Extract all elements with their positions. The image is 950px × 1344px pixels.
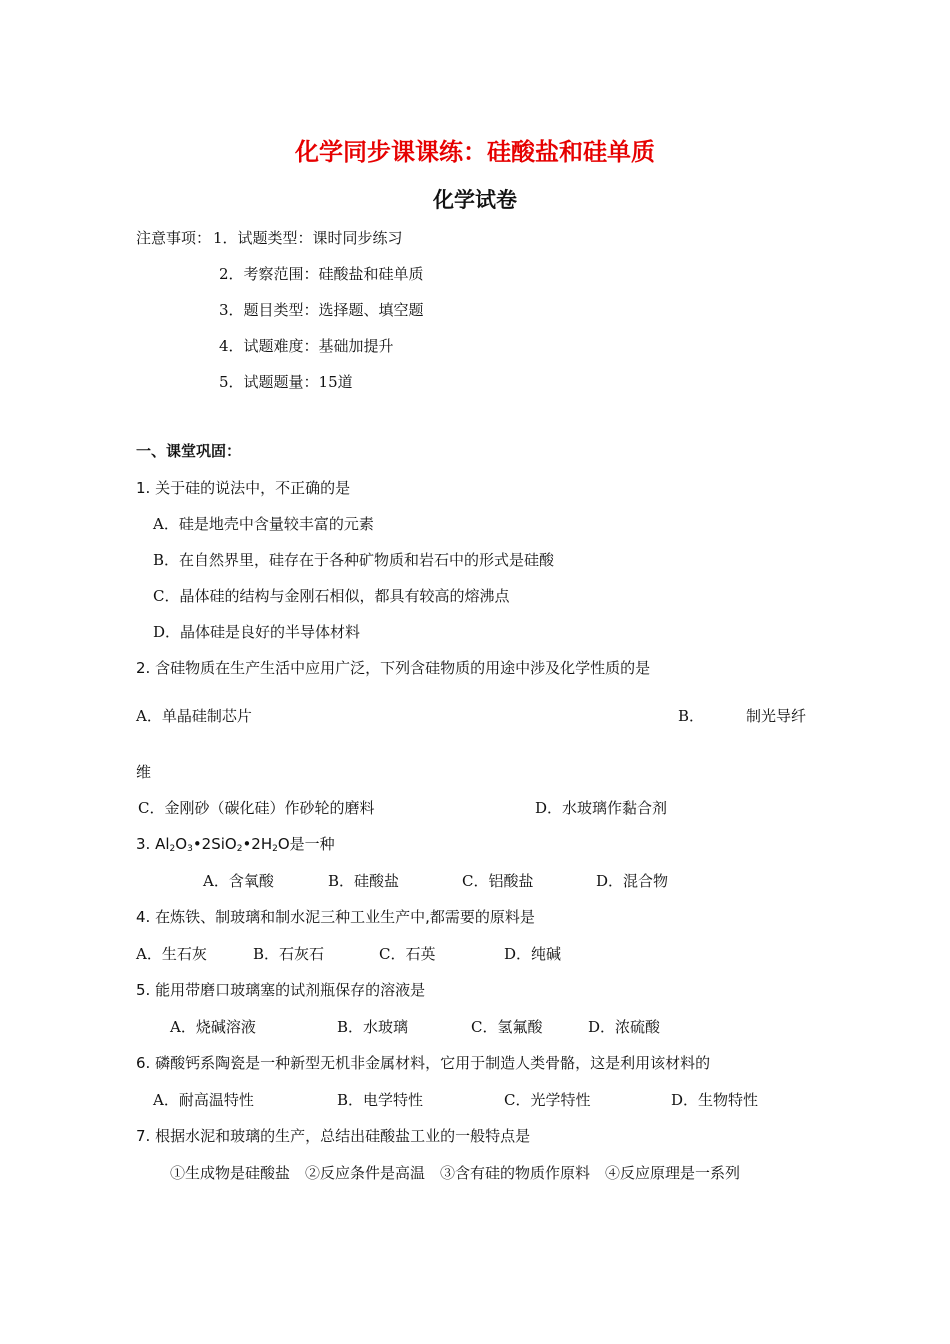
- note-item: 3．题目类型：选择题、填空题: [219, 301, 424, 319]
- note-item: 4．试题难度：基础加提升: [219, 337, 394, 355]
- question-stem: 1. 关于硅的说法中，不正确的是: [136, 479, 351, 497]
- question-option: A．烧碱溶液: [170, 1018, 256, 1036]
- note-item: 1．试题类型：课时同步练习: [213, 229, 403, 247]
- question-option: 制光导纤: [746, 707, 807, 725]
- question-option: A．单晶硅制芯片: [136, 707, 252, 725]
- question-option-wrap: 维: [136, 763, 152, 781]
- question-option: A．含氧酸: [203, 872, 274, 890]
- question-option-line: ①生成物是硅酸盐 ②反应条件是高温 ③含有硅的物质作原料 ④反应原理是一系列: [170, 1164, 741, 1182]
- question-option: D．浓硫酸: [588, 1018, 661, 1036]
- question-number: 3.: [136, 835, 156, 853]
- document-title: 化学同步课课练：硅酸盐和硅单质: [295, 138, 655, 166]
- question-option: C．光学特性: [504, 1091, 591, 1109]
- question-option: B．水玻璃: [337, 1018, 409, 1036]
- question-option: A．硅是地壳中含量较丰富的元素: [153, 515, 374, 533]
- question-option: B．硅酸盐: [328, 872, 400, 890]
- question-option: D．混合物: [596, 872, 669, 890]
- question-option: B．石灰石: [253, 945, 325, 963]
- chemical-formula: $Al_2O_3•2SiO_2•2H_2$: [155, 835, 278, 854]
- question-stem: [136, 833, 335, 854]
- question-option: C．铝酸盐: [462, 872, 534, 890]
- document-subtitle: 化学试卷: [433, 188, 517, 212]
- question-option: B．在自然界里，硅存在于各种矿物质和岩石中的形式是硅酸: [153, 551, 555, 569]
- question-option: D．水玻璃作黏合剂: [535, 799, 668, 817]
- question-option: A．生石灰: [136, 945, 207, 963]
- note-item: 2．考察范围：硅酸盐和硅单质: [219, 265, 424, 283]
- question-option: C．金刚砂（碳化硅）作砂轮的磨料: [138, 799, 375, 817]
- question-stem: 5. 能用带磨口玻璃塞的试剂瓶保存的溶液是: [136, 981, 426, 999]
- question-option: D．晶体硅是良好的半导体材料: [153, 623, 361, 641]
- question-option: A．耐高温特性: [153, 1091, 254, 1109]
- question-stem: 2. 含硅物质在生产生活中应用广泛，下列含硅物质的用途中涉及化学性质的是: [136, 659, 651, 677]
- question-option: D．生物特性: [671, 1091, 759, 1109]
- section-title: 一、课堂巩固：: [136, 442, 242, 460]
- question-stem: 4. 在炼铁、制玻璃和制水泥三种工业生产中,都需要的原料是: [136, 908, 535, 926]
- question-option: B．电学特性: [337, 1091, 424, 1109]
- question-option: C．石英: [379, 945, 436, 963]
- question-option-letter: B．: [678, 707, 705, 725]
- question-stem-tail: O是一种: [277, 835, 335, 853]
- question-stem: 7. 根据水泥和玻璃的生产，总结出硅酸盐工业的一般特点是: [136, 1127, 531, 1145]
- notes-label: 注意事项：: [136, 229, 212, 247]
- question-option: D．纯碱: [504, 945, 562, 963]
- note-item: 5．试题题量：15道: [219, 373, 353, 391]
- question-option: C．晶体硅的结构与金刚石相似，都具有较高的熔沸点: [153, 587, 510, 605]
- question-stem: 6. 磷酸钙系陶瓷是一种新型无机非金属材料，它用于制造人类骨骼，这是利用该材料的: [136, 1054, 711, 1072]
- question-option: C．氢氟酸: [471, 1018, 543, 1036]
